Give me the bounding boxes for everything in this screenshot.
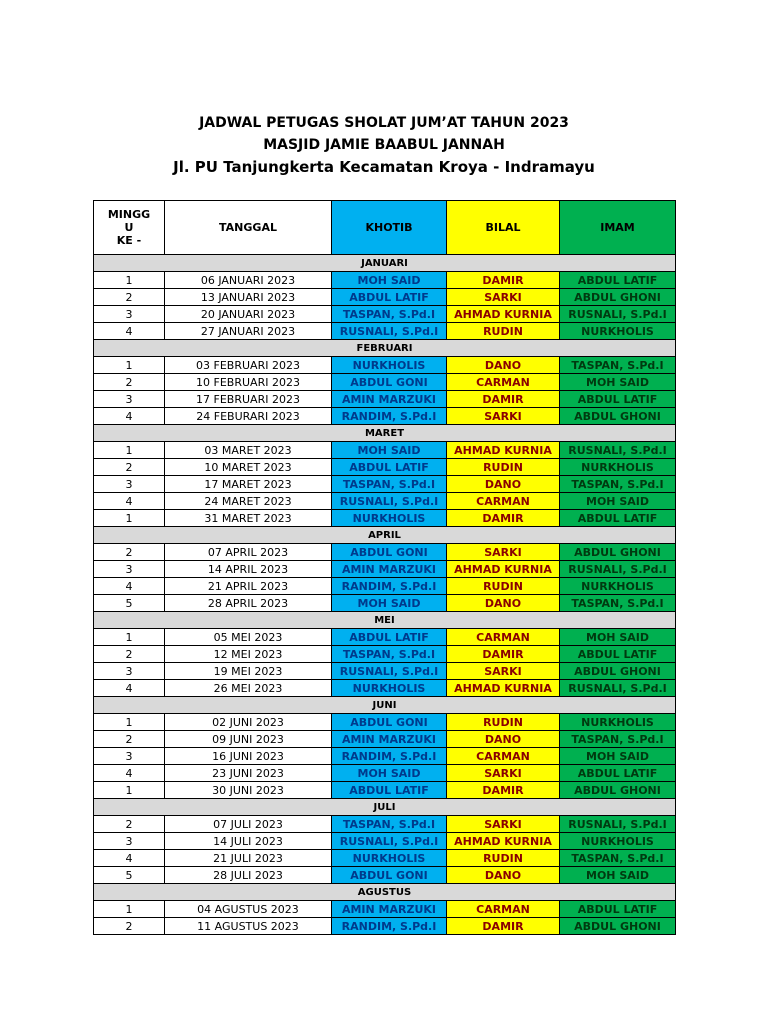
khotib-cell: RUSNALI, S.Pd.I bbox=[332, 493, 447, 510]
date-cell: 24 FEBURARI 2023 bbox=[165, 408, 332, 425]
date-cell: 09 JUNI 2023 bbox=[165, 731, 332, 748]
date-cell: 13 JANUARI 2023 bbox=[165, 289, 332, 306]
week-cell: 3 bbox=[94, 833, 165, 850]
table-row bbox=[94, 374, 676, 391]
khotib-cell: ABDUL LATIF bbox=[332, 459, 447, 476]
bilal-cell: DAMIR bbox=[447, 272, 560, 289]
khotib-cell: ABDUL LATIF bbox=[332, 782, 447, 799]
date-cell: 06 JANUARI 2023 bbox=[165, 272, 332, 289]
bilal-cell: CARMAN bbox=[447, 493, 560, 510]
imam-cell: ABDUL LATIF bbox=[560, 391, 676, 408]
table-row bbox=[94, 731, 676, 748]
date-cell: 14 APRIL 2023 bbox=[165, 561, 332, 578]
bilal-cell: AHMAD KURNIA bbox=[447, 561, 560, 578]
imam-cell: ABDUL GHONI bbox=[560, 918, 676, 935]
week-cell: 4 bbox=[94, 323, 165, 340]
imam-cell: RUSNALI, S.Pd.I bbox=[560, 816, 676, 833]
khotib-cell: NURKHOLIS bbox=[332, 850, 447, 867]
week-cell: 2 bbox=[94, 544, 165, 561]
week-cell: 3 bbox=[94, 476, 165, 493]
week-cell: 5 bbox=[94, 867, 165, 884]
bilal-cell: DAMIR bbox=[447, 646, 560, 663]
date-cell: 03 MARET 2023 bbox=[165, 442, 332, 459]
date-cell: 20 JANUARI 2023 bbox=[165, 306, 332, 323]
bilal-cell: RUDIN bbox=[447, 850, 560, 867]
khotib-cell: ABDUL GONI bbox=[332, 714, 447, 731]
imam-cell: MOH SAID bbox=[560, 867, 676, 884]
imam-cell: ABDUL LATIF bbox=[560, 510, 676, 527]
table-row bbox=[94, 510, 676, 527]
khotib-cell: ABDUL LATIF bbox=[332, 629, 447, 646]
table-row bbox=[94, 289, 676, 306]
table-row bbox=[94, 816, 676, 833]
bilal-cell: CARMAN bbox=[447, 901, 560, 918]
bilal-cell: DAMIR bbox=[447, 918, 560, 935]
imam-cell: ABDUL LATIF bbox=[560, 646, 676, 663]
khotib-cell: RANDIM, S.Pd.I bbox=[332, 918, 447, 935]
khotib-cell: ABDUL GONI bbox=[332, 867, 447, 884]
imam-cell: ABDUL GHONI bbox=[560, 663, 676, 680]
khotib-cell: RANDIM, S.Pd.I bbox=[332, 578, 447, 595]
bilal-cell: RUDIN bbox=[447, 578, 560, 595]
imam-cell: ABDUL GHONI bbox=[560, 544, 676, 561]
date-cell: 03 FEBRUARI 2023 bbox=[165, 357, 332, 374]
imam-cell: NURKHOLIS bbox=[560, 578, 676, 595]
column-header-date: TANGGAL bbox=[165, 201, 332, 255]
week-cell: 4 bbox=[94, 765, 165, 782]
month-row bbox=[94, 340, 676, 357]
khotib-cell: MOH SAID bbox=[332, 765, 447, 782]
bilal-cell: AHMAD KURNIA bbox=[447, 833, 560, 850]
week-cell: 1 bbox=[94, 714, 165, 731]
date-cell: 10 FEBRUARI 2023 bbox=[165, 374, 332, 391]
date-cell: 28 APRIL 2023 bbox=[165, 595, 332, 612]
khotib-cell: MOH SAID bbox=[332, 442, 447, 459]
bilal-cell: DAMIR bbox=[447, 391, 560, 408]
date-cell: 05 MEI 2023 bbox=[165, 629, 332, 646]
table-row bbox=[94, 561, 676, 578]
week-cell: 4 bbox=[94, 493, 165, 510]
table-row bbox=[94, 476, 676, 493]
table-row bbox=[94, 459, 676, 476]
bilal-cell: AHMAD KURNIA bbox=[447, 306, 560, 323]
bilal-cell: RUDIN bbox=[447, 459, 560, 476]
table-row bbox=[94, 408, 676, 425]
date-cell: 27 JANUARI 2023 bbox=[165, 323, 332, 340]
date-cell: 24 MARET 2023 bbox=[165, 493, 332, 510]
week-cell: 4 bbox=[94, 578, 165, 595]
bilal-cell: SARKI bbox=[447, 663, 560, 680]
week-cell: 1 bbox=[94, 901, 165, 918]
month-row bbox=[94, 697, 676, 714]
imam-cell: RUSNALI, S.Pd.I bbox=[560, 442, 676, 459]
week-cell: 3 bbox=[94, 306, 165, 323]
imam-cell: ABDUL GHONI bbox=[560, 408, 676, 425]
week-cell: 2 bbox=[94, 816, 165, 833]
table-row bbox=[94, 765, 676, 782]
week-cell: 2 bbox=[94, 374, 165, 391]
bilal-cell: DAMIR bbox=[447, 782, 560, 799]
table-row bbox=[94, 442, 676, 459]
khotib-cell: ABDUL LATIF bbox=[332, 289, 447, 306]
month-row bbox=[94, 527, 676, 544]
mosque-address: Jl. PU Tanjungkerta Kecamatan Kroya - Indramayu bbox=[173, 158, 595, 176]
table-row bbox=[94, 306, 676, 323]
month-row bbox=[94, 799, 676, 816]
week-cell: 1 bbox=[94, 442, 165, 459]
month-label: MARET bbox=[94, 425, 676, 442]
week-cell: 1 bbox=[94, 782, 165, 799]
khotib-cell: NURKHOLIS bbox=[332, 510, 447, 527]
week-cell: 3 bbox=[94, 561, 165, 578]
week-cell: 2 bbox=[94, 646, 165, 663]
table-row bbox=[94, 833, 676, 850]
month-label: AGUSTUS bbox=[94, 884, 676, 901]
bilal-cell: DAMIR bbox=[447, 510, 560, 527]
week-cell: 1 bbox=[94, 629, 165, 646]
table-row bbox=[94, 595, 676, 612]
imam-cell: NURKHOLIS bbox=[560, 459, 676, 476]
bilal-cell: DANO bbox=[447, 357, 560, 374]
week-cell: 3 bbox=[94, 748, 165, 765]
schedule-body bbox=[94, 255, 676, 935]
table-row bbox=[94, 272, 676, 289]
imam-cell: TASPAN, S.Pd.I bbox=[560, 595, 676, 612]
bilal-cell: RUDIN bbox=[447, 714, 560, 731]
bilal-cell: CARMAN bbox=[447, 748, 560, 765]
table-row bbox=[94, 646, 676, 663]
mosque-name: MASJID JAMIE BAABUL JANNAH bbox=[263, 137, 505, 153]
week-cell: 1 bbox=[94, 357, 165, 374]
month-row bbox=[94, 255, 676, 272]
table-header-row bbox=[94, 201, 676, 255]
week-cell: 4 bbox=[94, 680, 165, 697]
bilal-cell: SARKI bbox=[447, 765, 560, 782]
document-header bbox=[0, 112, 768, 178]
table-row bbox=[94, 850, 676, 867]
bilal-cell: SARKI bbox=[447, 544, 560, 561]
date-cell: 21 APRIL 2023 bbox=[165, 578, 332, 595]
date-cell: 26 MEI 2023 bbox=[165, 680, 332, 697]
imam-cell: ABDUL LATIF bbox=[560, 765, 676, 782]
week-cell: 4 bbox=[94, 850, 165, 867]
imam-cell: ABDUL GHONI bbox=[560, 782, 676, 799]
month-row bbox=[94, 425, 676, 442]
date-cell: 07 JULI 2023 bbox=[165, 816, 332, 833]
khotib-cell: AMIN MARZUKI bbox=[332, 561, 447, 578]
week-cell: 3 bbox=[94, 391, 165, 408]
imam-cell: MOH SAID bbox=[560, 374, 676, 391]
imam-cell: NURKHOLIS bbox=[560, 833, 676, 850]
table-row bbox=[94, 918, 676, 935]
bilal-cell: RUDIN bbox=[447, 323, 560, 340]
khotib-cell: TASPAN, S.Pd.I bbox=[332, 646, 447, 663]
khotib-cell: TASPAN, S.Pd.I bbox=[332, 306, 447, 323]
week-cell: 5 bbox=[94, 595, 165, 612]
bilal-cell: DANO bbox=[447, 476, 560, 493]
bilal-cell: AHMAD KURNIA bbox=[447, 680, 560, 697]
table-row bbox=[94, 748, 676, 765]
khotib-cell: NURKHOLIS bbox=[332, 680, 447, 697]
month-label: MEI bbox=[94, 612, 676, 629]
month-label: APRIL bbox=[94, 527, 676, 544]
date-cell: 30 JUNI 2023 bbox=[165, 782, 332, 799]
imam-cell: MOH SAID bbox=[560, 748, 676, 765]
date-cell: 07 APRIL 2023 bbox=[165, 544, 332, 561]
date-cell: 17 MARET 2023 bbox=[165, 476, 332, 493]
table-row bbox=[94, 629, 676, 646]
table-row bbox=[94, 782, 676, 799]
month-label: FEBRUARI bbox=[94, 340, 676, 357]
khotib-cell: TASPAN, S.Pd.I bbox=[332, 476, 447, 493]
month-label: JULI bbox=[94, 799, 676, 816]
bilal-cell: AHMAD KURNIA bbox=[447, 442, 560, 459]
date-cell: 10 MARET 2023 bbox=[165, 459, 332, 476]
bilal-cell: SARKI bbox=[447, 816, 560, 833]
imam-cell: RUSNALI, S.Pd.I bbox=[560, 306, 676, 323]
column-header-bilal: BILAL bbox=[447, 201, 560, 255]
week-cell: 2 bbox=[94, 289, 165, 306]
week-cell: 1 bbox=[94, 272, 165, 289]
table-row bbox=[94, 901, 676, 918]
khotib-cell: ABDUL GONI bbox=[332, 374, 447, 391]
table-row bbox=[94, 714, 676, 731]
imam-cell: MOH SAID bbox=[560, 493, 676, 510]
khotib-cell: RUSNALI, S.Pd.I bbox=[332, 833, 447, 850]
imam-cell: ABDUL LATIF bbox=[560, 901, 676, 918]
khotib-cell: RUSNALI, S.Pd.I bbox=[332, 323, 447, 340]
week-cell: 3 bbox=[94, 663, 165, 680]
table-row bbox=[94, 357, 676, 374]
date-cell: 23 JUNI 2023 bbox=[165, 765, 332, 782]
table-row bbox=[94, 323, 676, 340]
date-cell: 28 JULI 2023 bbox=[165, 867, 332, 884]
imam-cell: TASPAN, S.Pd.I bbox=[560, 476, 676, 493]
date-cell: 02 JUNI 2023 bbox=[165, 714, 332, 731]
table-row bbox=[94, 391, 676, 408]
week-cell: 4 bbox=[94, 408, 165, 425]
khotib-cell: AMIN MARZUKI bbox=[332, 731, 447, 748]
month-row bbox=[94, 884, 676, 901]
month-label: JANUARI bbox=[94, 255, 676, 272]
date-cell: 21 JULI 2023 bbox=[165, 850, 332, 867]
bilal-cell: SARKI bbox=[447, 408, 560, 425]
khotib-cell: NURKHOLIS bbox=[332, 357, 447, 374]
table-row bbox=[94, 680, 676, 697]
table-row bbox=[94, 544, 676, 561]
date-cell: 19 MEI 2023 bbox=[165, 663, 332, 680]
imam-cell: RUSNALI, S.Pd.I bbox=[560, 561, 676, 578]
week-cell: 2 bbox=[94, 918, 165, 935]
imam-cell: TASPAN, S.Pd.I bbox=[560, 731, 676, 748]
khotib-cell: MOH SAID bbox=[332, 595, 447, 612]
week-cell: 1 bbox=[94, 510, 165, 527]
date-cell: 14 JULI 2023 bbox=[165, 833, 332, 850]
column-header-week: MINGG U KE - bbox=[94, 201, 165, 255]
bilal-cell: DANO bbox=[447, 595, 560, 612]
column-header-khotib: KHOTIB bbox=[332, 201, 447, 255]
khotib-cell: ABDUL GONI bbox=[332, 544, 447, 561]
week-cell: 2 bbox=[94, 459, 165, 476]
bilal-cell: CARMAN bbox=[447, 374, 560, 391]
khotib-cell: RANDIM, S.Pd.I bbox=[332, 408, 447, 425]
bilal-cell: DANO bbox=[447, 731, 560, 748]
bilal-cell: CARMAN bbox=[447, 629, 560, 646]
date-cell: 16 JUNI 2023 bbox=[165, 748, 332, 765]
table-row bbox=[94, 578, 676, 595]
table-row bbox=[94, 867, 676, 884]
khotib-cell: RANDIM, S.Pd.I bbox=[332, 748, 447, 765]
date-cell: 12 MEI 2023 bbox=[165, 646, 332, 663]
khotib-cell: RUSNALI, S.Pd.I bbox=[332, 663, 447, 680]
imam-cell: NURKHOLIS bbox=[560, 323, 676, 340]
khotib-cell: AMIN MARZUKI bbox=[332, 901, 447, 918]
date-cell: 04 AGUSTUS 2023 bbox=[165, 901, 332, 918]
date-cell: 31 MARET 2023 bbox=[165, 510, 332, 527]
date-cell: 11 AGUSTUS 2023 bbox=[165, 918, 332, 935]
imam-cell: TASPAN, S.Pd.I bbox=[560, 357, 676, 374]
month-row bbox=[94, 612, 676, 629]
month-label: JUNI bbox=[94, 697, 676, 714]
week-cell: 2 bbox=[94, 731, 165, 748]
bilal-cell: DANO bbox=[447, 867, 560, 884]
column-header-imam: IMAM bbox=[560, 201, 676, 255]
date-cell: 17 FEBRUARI 2023 bbox=[165, 391, 332, 408]
imam-cell: MOH SAID bbox=[560, 629, 676, 646]
imam-cell: RUSNALI, S.Pd.I bbox=[560, 680, 676, 697]
schedule-table bbox=[93, 200, 676, 935]
imam-cell: ABDUL GHONI bbox=[560, 289, 676, 306]
table-row bbox=[94, 663, 676, 680]
imam-cell: NURKHOLIS bbox=[560, 714, 676, 731]
table-row bbox=[94, 493, 676, 510]
imam-cell: TASPAN, S.Pd.I bbox=[560, 850, 676, 867]
khotib-cell: MOH SAID bbox=[332, 272, 447, 289]
bilal-cell: SARKI bbox=[447, 289, 560, 306]
khotib-cell: TASPAN, S.Pd.I bbox=[332, 816, 447, 833]
imam-cell: ABDUL LATIF bbox=[560, 272, 676, 289]
document-title: JADWAL PETUGAS SHOLAT JUM’AT TAHUN 2023 bbox=[199, 115, 569, 131]
khotib-cell: AMIN MARZUKI bbox=[332, 391, 447, 408]
